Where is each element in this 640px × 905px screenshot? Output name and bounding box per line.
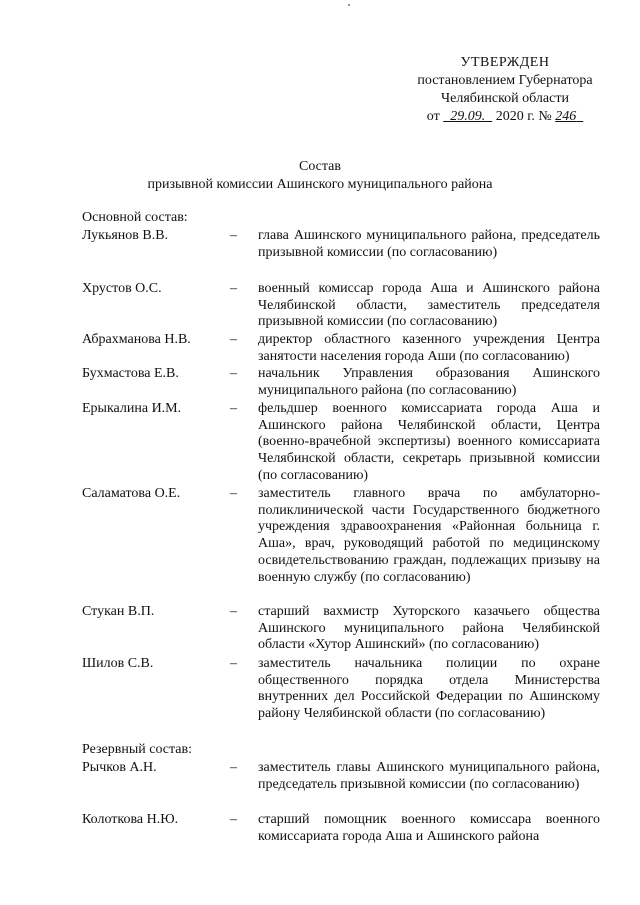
dash: – <box>230 656 237 671</box>
member-name: Бухмастова Е.В. <box>82 366 179 381</box>
member-name: Рычков А.Н. <box>82 760 157 775</box>
member-role: военный комиссар города Аша и Ашинского района Челябинской области, заместитель председателя призывной комиссии (по согласованию) <box>258 281 600 330</box>
scan-speck <box>348 4 350 6</box>
dash: – <box>230 366 237 381</box>
dash: – <box>230 486 237 501</box>
member-role: глава Ашинского муниципального района, председатель призывной комиссии (по согласованию) <box>258 228 600 260</box>
dash: – <box>230 604 237 619</box>
approval-prefix: от <box>426 109 440 124</box>
dash: – <box>230 332 237 347</box>
member-role: старший помощник военного комиссара военного комиссариата города Аша и Ашинского района <box>258 812 600 844</box>
approval-number: 246 <box>555 109 577 124</box>
member-role: заместитель главного врача по амбулаторно-поликлинической части Государственного бюджетного учреждения здравоохранения «Районная больница г. Аша», врач, руководящий работой по медицинскому освидетельствованию граждан, подлежащих призыву на военную службу (по согласованию) <box>258 486 600 585</box>
dash: – <box>230 281 237 296</box>
dash: – <box>230 760 237 775</box>
member-role: директор областного казенного учреждения Центра занятости населения города Аши (по согласованию) <box>258 332 600 364</box>
approval-title: УТВЕРЖДЕН <box>460 55 550 70</box>
member-name: Абрахманова Н.В. <box>82 332 191 347</box>
member-role: старший вахмистр Хуторского казачьего общества Ашинского муниципального района Челябинской области «Хутор Ашинский» (по согласованию) <box>258 604 600 653</box>
dash: – <box>230 228 237 243</box>
approval-date: 29.09. <box>450 109 486 124</box>
approval-date-line <box>400 108 610 126</box>
main-section-label: Основной состав: <box>82 210 188 225</box>
member-name: Колоткова Н.Ю. <box>82 812 179 827</box>
dash: – <box>230 812 237 827</box>
member-role: заместитель главы Ашинского муниципального района, председатель призывной комиссии (по согласованию) <box>258 760 600 792</box>
document-title: Состав <box>298 159 341 174</box>
member-name: Шилов С.В. <box>82 656 154 671</box>
member-name: Стукан В.П. <box>82 604 155 619</box>
member-name: Саламатова О.Е. <box>82 486 181 501</box>
member-name: Лукьянов В.В. <box>82 228 169 243</box>
document-subtitle: призывной комиссии Ашинского муниципального района <box>147 177 493 192</box>
approval-stamp <box>400 54 610 126</box>
member-role: начальник Управления образования Ашинского муниципального района (по согласованию) <box>258 366 600 398</box>
dash: – <box>230 401 237 416</box>
member-role: фельдшер военного комиссариата города Аша и Ашинского района Челябинской области, Центра (военно-врачебной экспертизы) военного комиссариата Челябинской области, секретарь призывной комиссии (по согласованию) <box>258 401 600 483</box>
member-name: Хрустов О.С. <box>82 281 162 296</box>
approval-line-2: Челябинской области <box>441 91 569 106</box>
reserve-section-label: Резервный состав: <box>82 742 193 757</box>
approval-year: 2020 г. № <box>495 109 552 124</box>
member-name: Ерыкалина И.М. <box>82 401 182 416</box>
member-role: заместитель начальника полиции по охране общественного порядка отдела Министерства внутренних дел Российской Федерации по Ашинскому району Челябинской области (по согласованию) <box>258 656 600 722</box>
approval-line-1: постановлением Губернатора <box>417 73 593 88</box>
